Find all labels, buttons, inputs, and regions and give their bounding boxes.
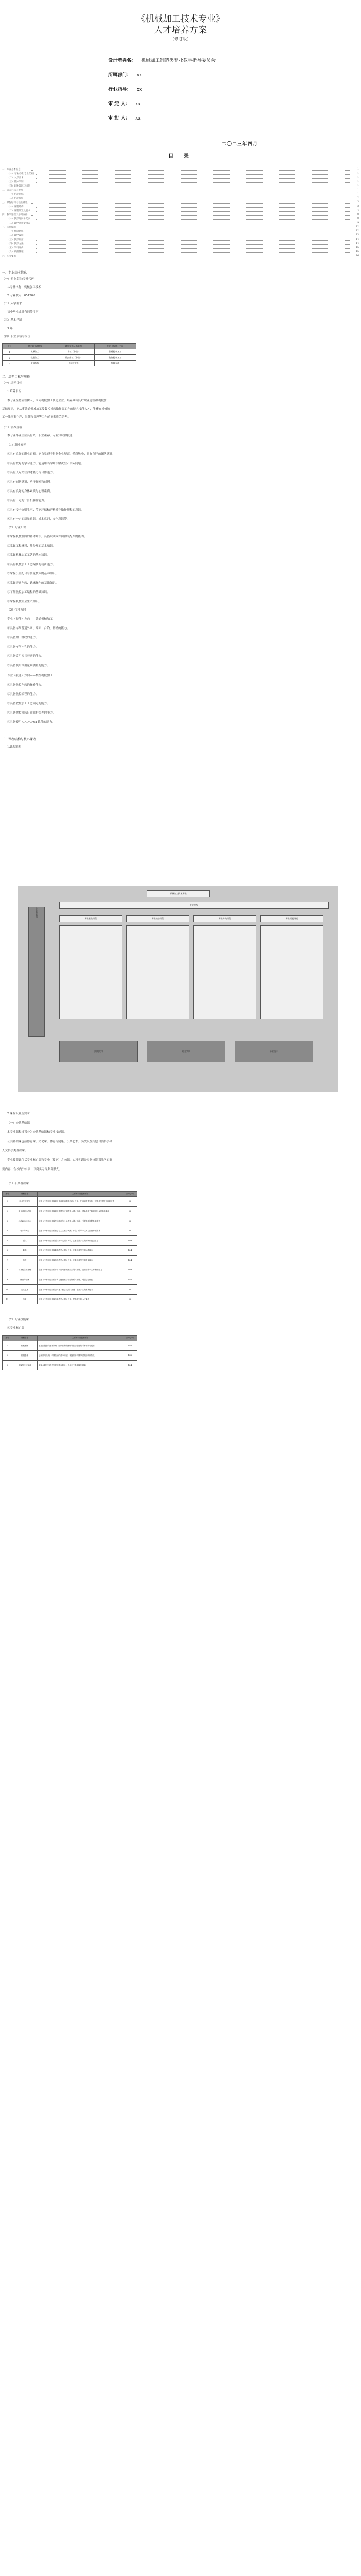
table-cell: 2 [3,1351,12,1361]
toc-item-label: （三）教学资源 [7,239,24,241]
toc-page-number: 14 [356,238,359,241]
table-header: 序号 [3,344,17,349]
table-cell: 掌握正投影的基本原理，能识读和绘制中等复杂程度的零件图和装配图 [38,1341,123,1351]
subsection-heading: （二）入学要求 [2,302,22,306]
toc-page-number: 4 [357,209,359,212]
toc-page-number: 1 [357,180,359,183]
table-cell: 1 [3,349,17,355]
body-line: 初中毕业或具有同等学历 [7,311,39,314]
table-header: 课程名称 [12,1336,38,1341]
diagram-cat-box: 专业方向课程 [193,915,256,922]
toc-item[interactable] [0,234,361,237]
table-cell: 10 [3,1285,12,1295]
table-row [3,1236,137,1246]
table-cell: 36 [123,1207,137,1216]
table-row [3,1265,137,1275]
toc-item-label: （二）培养规格 [7,197,24,200]
table-header: 序号 [3,1336,12,1341]
body-line: 本专业毕业生应具有以下职业素养、专业知识和技能： [7,434,76,437]
toc-item-label: （六）质量管理 [7,251,24,253]
toc-item-label: 一、专业基本信息 [2,168,21,171]
table-cell: 依据《中等职业学校数学教学大纲》开设，注重培养学生的运算能力 [38,1246,123,1256]
table-cell: 依据《中等职业学校经济政治与社会教学大纲》开设，引导学生掌握基本观点 [38,1216,123,1226]
table-header: 参考学时 [123,1192,137,1197]
table-cell: 历史 [12,1295,38,1304]
toc-item[interactable] [0,222,361,225]
table-cell: 36 [123,1226,137,1236]
toc-item-label: （一）培养目标 [7,193,24,196]
toc-leader [31,170,350,171]
bullet-item: ⑧具有一定的质量意识，成本意识，安全意识等。 [7,518,70,521]
table-cell: 机械制图 [12,1341,38,1351]
table-cell: 公共艺术 [12,1285,38,1295]
toc-leader [31,203,350,204]
table-cell: 依据《中等职业学校英语教学大纲》开设，注重培养学生的听说能力 [38,1256,123,1265]
toc-title: 目 录 [168,154,193,159]
table-cell: 依据《中等职业学校职业生涯规划教学大纲》开设，并注重联系实际，引导学生树立正确职业观 [38,1197,123,1207]
toc-item-label: 二、培养目标与规格 [2,189,23,192]
toc-item[interactable] [0,176,361,179]
cover-field-reviewer [108,100,140,107]
table-row [3,1256,137,1265]
table-cell: 7 [3,1256,12,1265]
body-line: 本专业坚持立德树人，面向机械加工制造企业，培养具有良好职业道德和机械加工 [7,399,110,402]
body-line: 本专业课程设置分为公共基础课和专业技能课。 [7,1131,67,1134]
subsection-heading: （三）基本学制 [2,319,22,322]
table-cell: 依据《中等职业学校哲学与人生教学大纲》开设，引导学生树立正确的世界观 [38,1226,123,1236]
toc-leader [36,248,350,249]
toc-item-label: （一）专业名称/专业代码 [7,173,34,175]
toc-item[interactable] [0,255,361,258]
toc-leader [31,215,350,216]
table-row [3,1216,137,1226]
toc-item[interactable] [0,184,361,188]
table-cell: 8 [3,1265,12,1275]
table-cell: 经济政治与社会 [12,1216,38,1226]
cover-field-approver [108,114,140,121]
bullet-item: ③具备数控加工工艺制定的能力。 [7,702,50,705]
toc-leader [36,207,350,208]
subsection-heading: 2.课程设置及要求 [7,1112,30,1115]
toc-leader [36,211,350,212]
table-header: 课程名称 [12,1192,38,1197]
table-cell: 数控机械加工 [94,355,136,361]
table-cell: 36 [123,1295,137,1304]
table-cell: 3 [3,1216,12,1226]
bullet-item: ⑦具有安全文明生产、节能环保和严格遵守操作规程的意识。 [7,509,84,512]
toc-page-number: 9 [357,222,359,224]
toc-item-label: （二）入学要求 [7,177,24,179]
toc-page-number: 1 [357,189,359,191]
bullet-item: ⑦了解数控加工编程的基础知识。 [7,591,50,594]
table-row [3,1341,137,1351]
section-heading: 一、专业基本信息 [2,271,27,275]
field-value: xx [137,87,142,92]
bullet-item: ④具备数控机床日常维护保养的能力。 [7,711,56,715]
table-cell: 普通机械加工 [94,349,136,355]
bullet-item: ⑧掌握机械安全生产知识。 [7,600,42,603]
bullet-item: ③具备车削内孔的能力。 [7,646,39,649]
table-header: 专业（技能）方向 [94,344,136,349]
field-label: 行业指导： [108,87,132,92]
toc-item[interactable] [0,226,361,229]
table-cell: 144 [123,1341,137,1351]
diagram-mid-box: 专业课程 [59,902,329,909]
table-row [3,361,136,366]
toc-leader [36,219,350,220]
toc-page-number: 8 [357,217,359,220]
diagram-top-box: 机械加工技术专业 [147,890,210,897]
toc-item[interactable] [0,168,361,171]
table-row [3,1226,137,1236]
toc-leader [36,244,350,245]
table-row [3,1361,137,1370]
body-line: 要内容，含校内外实训、顶岗实习等多种形式。 [2,1168,62,1171]
bullet-item: ④具有创新意识，勇于探索和创新。 [7,481,53,484]
toc-page-number: 8 [357,213,359,216]
table-cell: 职业道德与法律 [12,1207,38,1216]
table-cell: 依据《中等职业学校语文教学大纲》开设，注重培养学生的阅读和表达能力 [38,1236,123,1246]
toc-page-number: 2 [357,197,359,199]
table-cell: 依据《中等职业学校公共艺术教学大纲》开设，提高学生的审美能力 [38,1285,123,1295]
body-line: 工一线从事生产、服务和管理等工作的高素质劳动者。 [2,416,71,419]
table-cell: 2 [3,355,17,361]
course-structure-diagram [18,886,338,1092]
diagram-course-list [59,925,122,1019]
toc-item[interactable] [0,250,361,253]
diagram-course-list [126,925,189,1019]
table-header: 参考学时 [123,1336,137,1341]
toc-item[interactable] [0,242,361,245]
table-row [3,349,136,355]
toc-item-label: （三）基本学制 [7,181,24,183]
body-line: 2.专业代码：051200 [7,294,35,297]
table-cell: 6 [3,1246,12,1256]
table-row [3,1295,137,1304]
toc-item[interactable] [0,213,361,216]
table-cell: 144 [123,1275,137,1285]
table-header: 序号 [3,1192,12,1197]
toc-item[interactable] [0,246,361,249]
table-cell: 1 [3,1341,12,1351]
table-cell: 数控车工（中级） [53,355,94,361]
table-header: 对应职业(岗位) [17,344,53,349]
table-cell: 1 [3,1197,12,1207]
subsection-heading: （1）职业素养 [7,444,26,447]
table-header: 主要教学内容和要求 [38,1192,123,1197]
bullet-item: ①掌握机械制图的基本知识，具备识读零件图和装配图的能力。 [7,535,87,538]
subsection-heading: （一）公共基础课 [7,1122,30,1125]
bullet-item: ③掌握机械加工工艺的基本知识。 [7,554,50,557]
field-label: 设计者姓名： [108,58,137,63]
bullet-item: ⑤掌握公差配合与测量技术的基本知识。 [7,572,59,575]
table-cell: 数控加工 [17,355,53,361]
subsection-heading: 1.课程结构 [7,745,22,749]
body-line: 人文科学类基础课。 [2,1149,28,1153]
toc-item-label: （一）课程结构 [7,206,24,208]
table-cell: 语文 [12,1236,38,1246]
toc-page-number: 1 [357,168,359,171]
table-cell: 数学 [12,1246,38,1256]
body-line: 1.专业名称：机械加工技术 [7,286,41,289]
cover-revision: （修订版） [170,37,191,41]
toc-item[interactable] [0,189,361,192]
bullet-item: ⑤具有良好的身体素质与心理素质。 [7,490,53,493]
toc-item-label: （四）职业领域与岗位 [7,185,30,188]
bullet-item: ②掌握工程材料、热处理的基本知识。 [7,545,56,548]
table-cell: 4 [3,1226,12,1236]
table-cell: 9 [3,1275,12,1285]
toc-page-number: 1 [357,176,359,179]
bullet-item: ②具备加工螺纹的能力。 [7,636,39,639]
toc-page-number: 15 [356,250,359,253]
cover-field-designer [108,57,216,63]
table-cell: 金属加工与实训 [12,1361,38,1370]
field-value: xx [135,101,141,107]
table-cell: 机械基础 [12,1351,38,1361]
field-label: 审 批 人： [108,116,130,121]
cover-date: 二〇二三年四月 [222,142,258,147]
table-cell: 36 [123,1216,137,1226]
cover-field-department [108,71,142,78]
toc-leader [36,240,350,241]
toc-leader [36,178,350,179]
table-row [3,1246,137,1256]
table-subheading: ①专业核心课 [7,1327,25,1330]
bullet-item: ③具有人际交往沟通能力与合作能力。 [7,471,56,474]
diagram-bottom-box: 顶岗实习 [59,1041,138,1062]
table-cell: 计算机应用基础 [12,1265,38,1275]
toc-page-number: 13 [356,234,359,236]
toc-item[interactable] [0,197,361,200]
toc-page-number: 12 [356,230,359,232]
field-label: 所属部门： [108,73,132,78]
table-cell: 依据《中等职业学校职业道德与法律教学大纲》开设，帮助学生了解文明礼仪的基本要求 [38,1207,123,1216]
toc-item[interactable] [0,230,361,233]
table-cell: 2 [3,1207,12,1216]
table-cell: 车工（中级） [53,349,94,355]
cover-subtitle: 人才培养方案 [154,25,207,36]
body-line: 基础知识，能从事普通机械加工及数控机床操作等工作的技术技能人才，能够在机械加 [2,408,110,411]
toc-item[interactable] [0,172,361,175]
section-heading: 三、课程结构与核心课程 [2,738,37,741]
diagram-left-label: 公共基础课 [36,907,38,918]
table-cell: 3 [3,1361,12,1370]
table-heading: （2）专业技能课 [7,1318,29,1321]
subsection-heading: （二）培养规格 [2,426,22,429]
bullet-item: ⑤具备使用 CAD/CAM 软件的能力。 [7,721,55,724]
diagram-bottom-box: 综合实训 [147,1041,225,1062]
field-value: 机械加工制造类专业教学指导委员会 [141,58,216,63]
core-course-table [2,1335,137,1370]
bullet-item: ②具备数控编程的能力。 [7,693,39,696]
table-cell: 3 [3,361,17,366]
cover-title: 《机械加工技术专业》 [137,14,224,24]
bullet-item: ①具有良好的职业道德，能自觉遵守行业企业规范，爱岗敬业，具有良好的团队意识。 [7,453,116,456]
table-cell: 机械加工 [17,349,53,355]
field-label: 审 定 人： [108,101,130,107]
table-cell: 质量检验 [17,361,53,366]
table-cell: 掌握金属材料及热处理的基本知识，具备车工基本操作技能 [38,1361,123,1370]
table-heading: （1）公共基础课 [7,1182,29,1185]
toc-item-label: （一）师资队伍 [7,230,24,233]
bullet-item: ⑥掌握普通车床、铣床操作的基础知识。 [7,582,59,585]
toc-page-number: 3 [357,201,359,204]
table-cell: 了解常用机构、机械传动的基本知识，掌握常用机械零件的结构和特点 [38,1351,123,1361]
toc-page-number: 1 [357,172,359,175]
bullet-item: ④具有机械加工工艺编制的初步能力。 [7,563,56,566]
occupation-table [2,343,136,366]
table-cell: 依据《中等职业学校体育与健康教学指导纲要》开设，增强学生体质 [38,1275,123,1285]
table-row [3,1351,137,1361]
diagram-course-list [260,925,323,1019]
toc-page-number: 15 [356,246,359,249]
diagram-course-list [193,925,256,1019]
toc-item-label: （四）教学方法 [7,243,24,245]
toc-item[interactable] [0,209,361,212]
bullet-item: ④具备常用刀具刃磨的能力。 [7,655,44,658]
toc-leader [36,252,350,253]
toc-page-number: 16 [356,255,359,257]
field-value: xx [137,73,142,78]
subsection-heading: 1.培养目标 [7,390,22,393]
subsection-heading: 专业（技能）方向——数控机械加工 [7,674,53,677]
table-cell: 机械检测 [94,361,136,366]
toc-item-label: （二）课程设置及要求 [7,210,30,212]
cover-field-industry [108,86,142,92]
toc-item-label: （二）教学设施 [7,234,24,237]
toc-item-label: （五）学习评价 [7,247,24,249]
section-heading: 二、培养目标与规格 [2,375,30,379]
toc-item-label: 五、实施保障 [2,226,16,229]
toc-item[interactable] [0,193,361,196]
toc-item[interactable] [0,201,361,204]
table-row [3,1197,137,1207]
toc-item-label: （一）教学时间分配表 [7,218,30,221]
body-line: 3 年 [7,327,13,330]
toc-item-label: 三、课程结构与核心课程 [2,201,28,204]
toc-page-number: 12 [356,226,359,228]
toc-item[interactable] [0,205,361,208]
bullet-item: ⑥具有一定的计算机操作能力。 [7,499,47,502]
subsection-heading: （一）培养目标 [2,382,22,385]
diagram-cat-box: 专业拓展课程 [260,915,323,922]
table-row [3,355,136,361]
toc-leader [36,182,350,183]
table-cell: 108 [123,1351,137,1361]
public-course-table [2,1191,137,1304]
toc-item[interactable] [0,238,361,241]
table-cell: 144 [123,1361,137,1370]
toc-page-number: 1 [357,193,359,195]
subsection-heading: （四）职业领域与岗位 [2,335,31,338]
body-line: 专业技能课包括专业核心课和专业（技能）方向课，实习实训是专业技能课教学的重 [7,1159,112,1162]
table-cell: 36 [123,1197,137,1207]
toc-page-number: 1 [357,184,359,187]
diagram-left-box [28,907,45,1037]
table-cell: 机械检验工 [53,361,94,366]
table-cell: 依据《中等职业学校历史教学大纲》开设，提高学生的人文素养 [38,1295,123,1304]
body-line: 公共基础课包括德育课、文化课、体育与健康、公共艺术、历史以及其他自然科学和 [7,1140,112,1143]
toc-item-label: （二）教学进程安排表 [7,222,30,225]
table-cell: 36 [123,1285,137,1295]
toc-page-number: 3 [357,205,359,208]
table-row [3,1285,137,1295]
subsection-heading: 专业（技能）方向——普通机械加工 [7,618,53,621]
diagram-bottom-box: 毕业设计 [235,1041,313,1062]
table-cell: 英语 [12,1256,38,1265]
diagram-cat-box: 专业基础课程 [59,915,122,922]
toc-page-number: 14 [356,242,359,245]
table-cell: 108 [123,1265,137,1275]
bullet-item: ①具备数控车床的操作能力。 [7,684,44,687]
bullet-item: ⑤具备使用常用量具测量的能力。 [7,664,50,667]
bullet-item: ②具有较好的学习能力，能运用所学知识解决生产实际问题。 [7,462,84,465]
table-cell: 11 [3,1295,12,1304]
table-row [3,1207,137,1216]
table-header: 职业资格证书举例 [53,344,94,349]
table-cell: 144 [123,1246,137,1256]
table-row [3,1275,137,1285]
toc-leader [36,174,350,175]
table-cell: 职业生涯规划 [12,1197,38,1207]
table-cell: 198 [123,1236,137,1246]
field-value: xx [135,116,141,121]
bullet-item: ①具备车削普通外圆、端面、台阶、切槽的能力。 [7,627,70,630]
subsection-heading: （2）专业知识 [7,526,26,529]
table-cell: 哲学与人生 [12,1226,38,1236]
table-header: 主要教学内容和要求 [38,1336,123,1341]
subsection-heading: （一）专业名称/专业代码 [2,278,35,281]
table-cell: 144 [123,1256,137,1265]
subsection-heading: （3）技能方向 [7,608,26,612]
table-cell: 体育与健康 [12,1275,38,1285]
toc-item-label: 四、教学进程及学时安排 [2,214,28,216]
table-cell: 依据《中等职业学校计算机应用基础教学大纲》开设，注重培养学生的操作能力 [38,1265,123,1275]
diagram-cat-box: 专业核心课程 [126,915,189,922]
toc-item[interactable] [0,217,361,221]
table-cell: 5 [3,1236,12,1246]
toc-item[interactable] [0,180,361,183]
toc-item-label: 六、毕业要求 [2,255,16,258]
